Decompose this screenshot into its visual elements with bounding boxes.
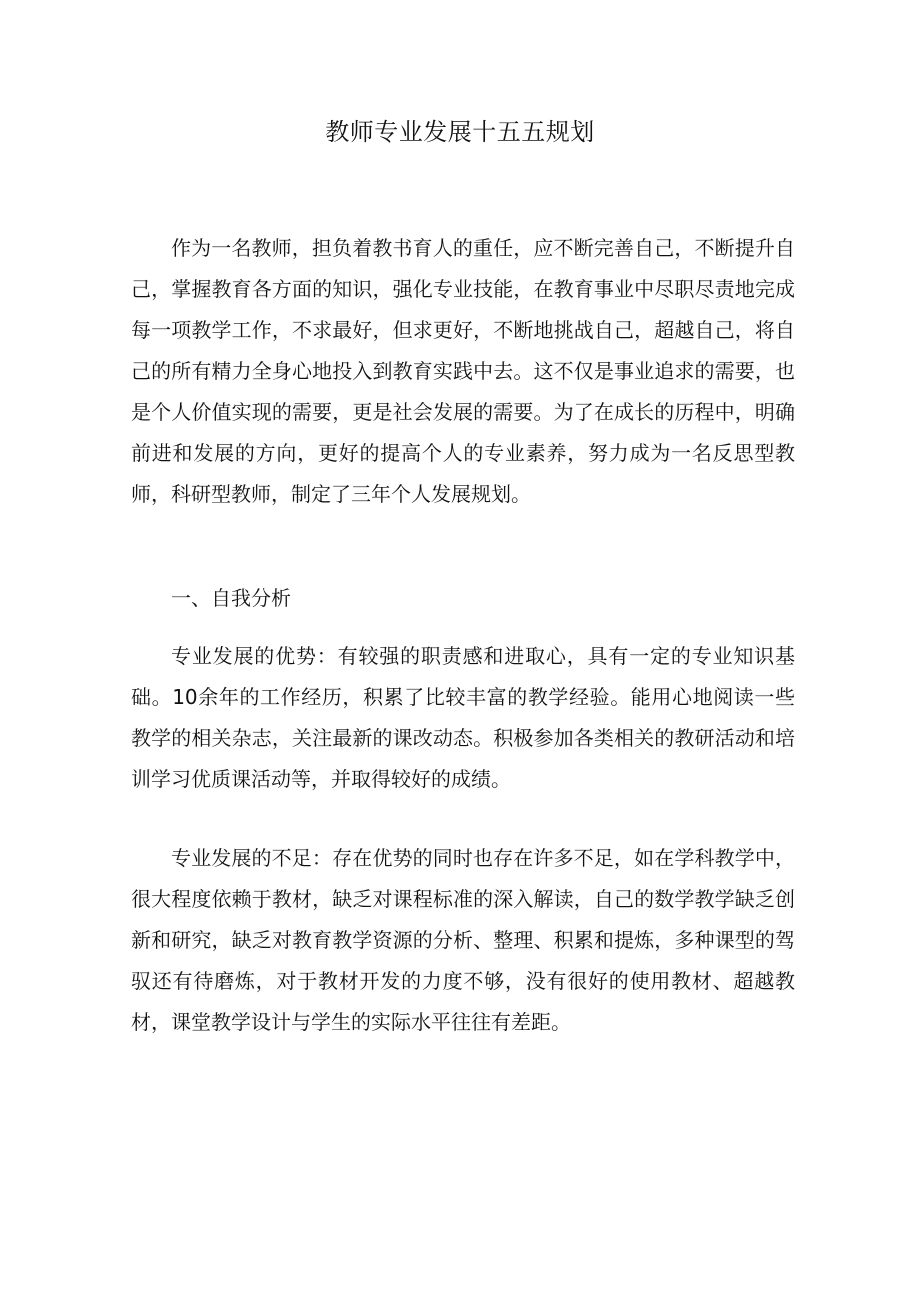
- intro-paragraph: 作为一名教师，担负着教书育人的重任，应不断完善自己，不断提升自己，掌握教育各方面的知识，强化专业技能，在教育事业中尽职尽责地完成每一项教学工作，不求最好，但求更好，不断地挑战自己，超越自己，将自己的所有精力全身心地投入到教育实践中去。这不仅是事业追求的需要，也是个人价值实现的需要，更是社会发展的需要。为了在成长的历程中，明确前进和发展的方向，更好的提高个人的专业素养，努力成为一名反思型教师，科研型教师，制定了三年个人发展规划。: [131, 236, 795, 506]
- strengths-paragraph: 专业发展的优势：有较强的职责感和进取心，具有一定的专业知识基础。10余年的工作经历，积累了比较丰富的教学经验。能用心地阅读一些教学的相关杂志，关注最新的课改动态。积极参加各类相关的教研活动和培训学习优质课活动等，并取得较好的成绩。: [131, 644, 795, 791]
- section-heading-self-analysis: 一、自我分析: [171, 586, 291, 610]
- weaknesses-paragraph: 专业发展的不足：存在优势的同时也存在许多不足，如在学科教学中，很大程度依赖于教材，缺乏对课程标准的深入解读，自己的数学教学缺乏创新和研究，缺乏对教育教学资源的分析、整理、积累和提炼，多种课型的驾驭还有待磨炼，对于教材开发的力度不够，没有很好的使用教材、超越教材，课堂教学设计与学生的实际水平往往有差距。: [131, 846, 795, 1034]
- document-title: 教师专业发展十五五规划: [325, 118, 595, 146]
